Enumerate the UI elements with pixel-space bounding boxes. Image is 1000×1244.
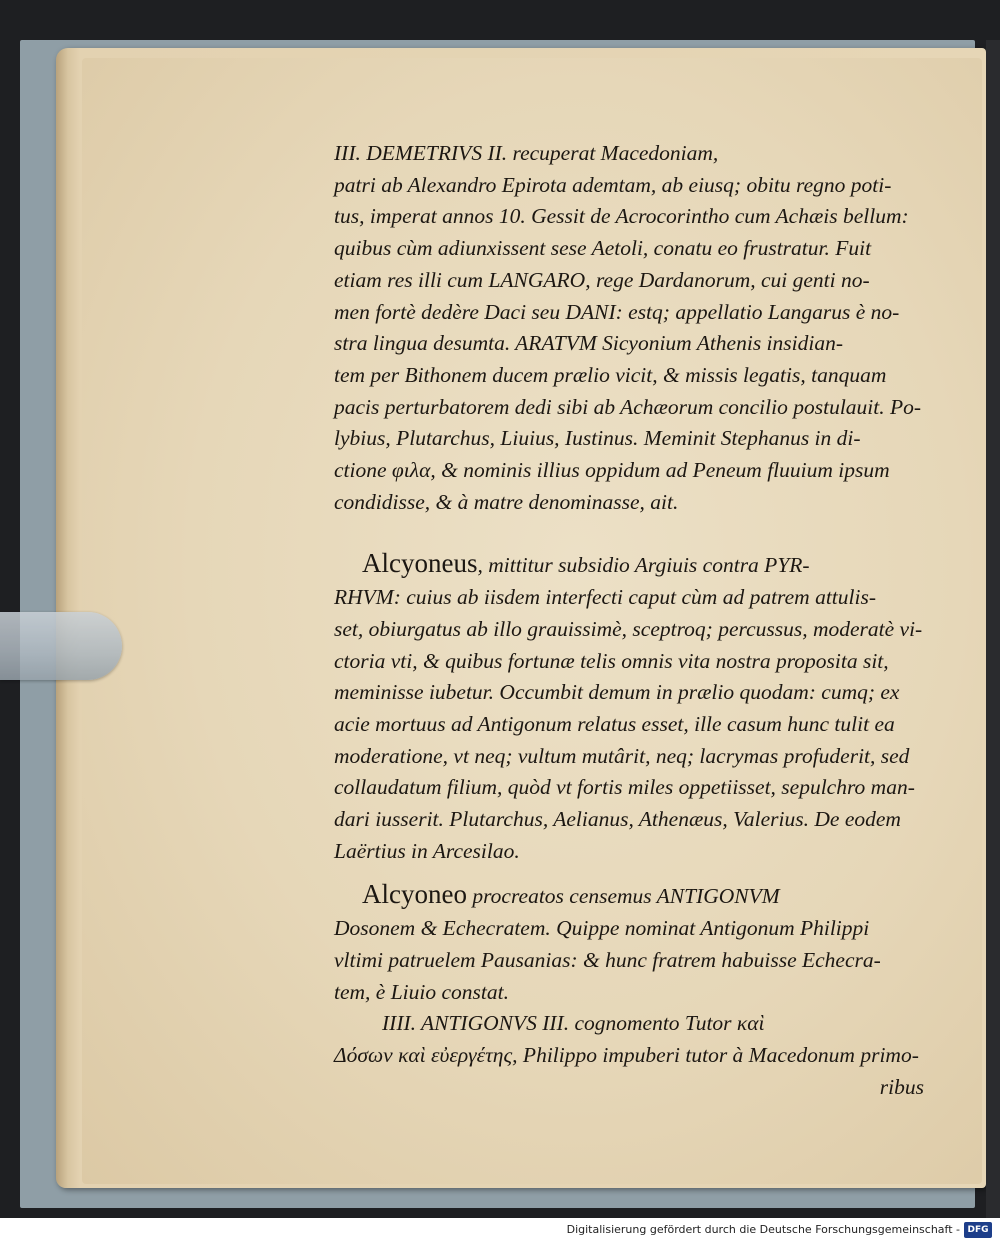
paragraph-alcyoneo: [334, 879, 924, 1008]
dark-edge-strip: [986, 40, 1000, 1218]
page-text: [334, 138, 924, 1103]
text-line: III. DEMETRIVS II. recuperat Macedoniam,: [334, 141, 719, 165]
text-line: pacis perturbatorem dedi sibi ab Achæorum concilio postulauit. Po-: [334, 394, 922, 419]
text-line: lybius, Plutarchus, Liuius, Iustinus. Meminit Stephanus in di-: [334, 426, 861, 451]
text-line: ctoria vti, & quibus fortunæ telis omnis vita nostra proposita sit,: [334, 648, 889, 673]
paragraph-alcyoneus: [334, 548, 924, 867]
text-line: tus, imperat annos 10. Gessit de Acrocorintho cum Achæis bellum:: [334, 204, 909, 229]
text-line: moderatione, vt neq; vultum mutârit, neq; lacrymas profuderit, sed: [334, 743, 910, 768]
footer-bar: [0, 1218, 1000, 1244]
paragraph-gap: [334, 867, 924, 879]
text-line: RHVM: cuius ab iisdem interfecti caput cùm ad patrem attulis-: [334, 585, 876, 610]
text-line: etiam res illi cum LANGARO, rege Dardanorum, cui genti no-: [334, 267, 870, 292]
text-line: Dosonem & Echecratem. Quippe nominat Antigonum Philippi: [334, 916, 870, 941]
heading-word: Alcyoneus: [362, 548, 478, 579]
text-line: [334, 548, 924, 582]
text-line: stra lingua desumta. ARATVM Sicyonium Athenis insidian-: [334, 331, 844, 356]
heading-word: Alcyoneo: [362, 879, 467, 910]
paragraph-antigonus: [334, 1008, 924, 1071]
text-run: , mittitur subsidio Argiuis contra PYR-: [477, 553, 810, 578]
text-line: meminisse iubetur. Occumbit demum in prælio quodam: cumq; ex: [334, 680, 900, 705]
dfg-logo: DFG: [964, 1222, 992, 1238]
catchword: ribus: [879, 1074, 924, 1099]
text-line: Laërtius in Arcesilao.: [334, 838, 520, 863]
funding-credit: Digitalisierung gefördert durch die Deutsche Forschungsgemeinschaft -: [566, 1223, 960, 1236]
text-line: vltimi patruelem Pausanias: & hunc fratrem habuisse Echecra-: [334, 947, 881, 972]
bookmark-tab: [0, 612, 122, 680]
text-line: patri ab Alexandro Epirota ademtam, ab eiusq; obitu regno poti-: [334, 172, 892, 197]
text-line: quibus cùm adiunxissent sese Aetoli, conatu eo frustratur. Fuit: [334, 236, 872, 261]
text-line: ctione φιλα, & nominis illius oppidum ad Peneum fluuium ipsum: [334, 458, 890, 483]
text-line: men fortè dedère Daci seu DANI: estq; appellatio Langarus è no-: [334, 299, 900, 324]
text-line: tem per Bithonem ducem prælio vicit, & missis legatis, tanquam: [334, 362, 887, 387]
text-line: [334, 879, 924, 913]
paragraph-demetrius: [334, 138, 924, 518]
text-line: set, obiurgatus ab illo grauissimè, sceptroq; percussus, moderatè vi-: [334, 616, 923, 641]
text-line: Δόσων καὶ εὐεργέτης, Philippo impuberi tutor à Macedonum primo-: [334, 1042, 919, 1067]
text-line: acie mortuus ad Antigonum relatus esset, ille casum hunc tulit ea: [334, 711, 895, 736]
text-line: collaudatum filium, quòd vt fortis miles oppetiisset, sepulchro man-: [334, 775, 915, 800]
text-line: dari iusserit. Plutarchus, Aelianus, Athenæus, Valerius. De eodem: [334, 807, 901, 832]
text-run: procreatos censemus ANTIGONVM: [466, 884, 780, 909]
text-line: IIII. ANTIGONVS III. cognomento Tutor καὶ: [382, 1011, 765, 1036]
text-line: condidisse, & à matre denominasse, ait.: [334, 489, 679, 514]
text-line: tem, è Liuio constat.: [334, 979, 509, 1004]
paragraph-gap: [334, 518, 924, 548]
